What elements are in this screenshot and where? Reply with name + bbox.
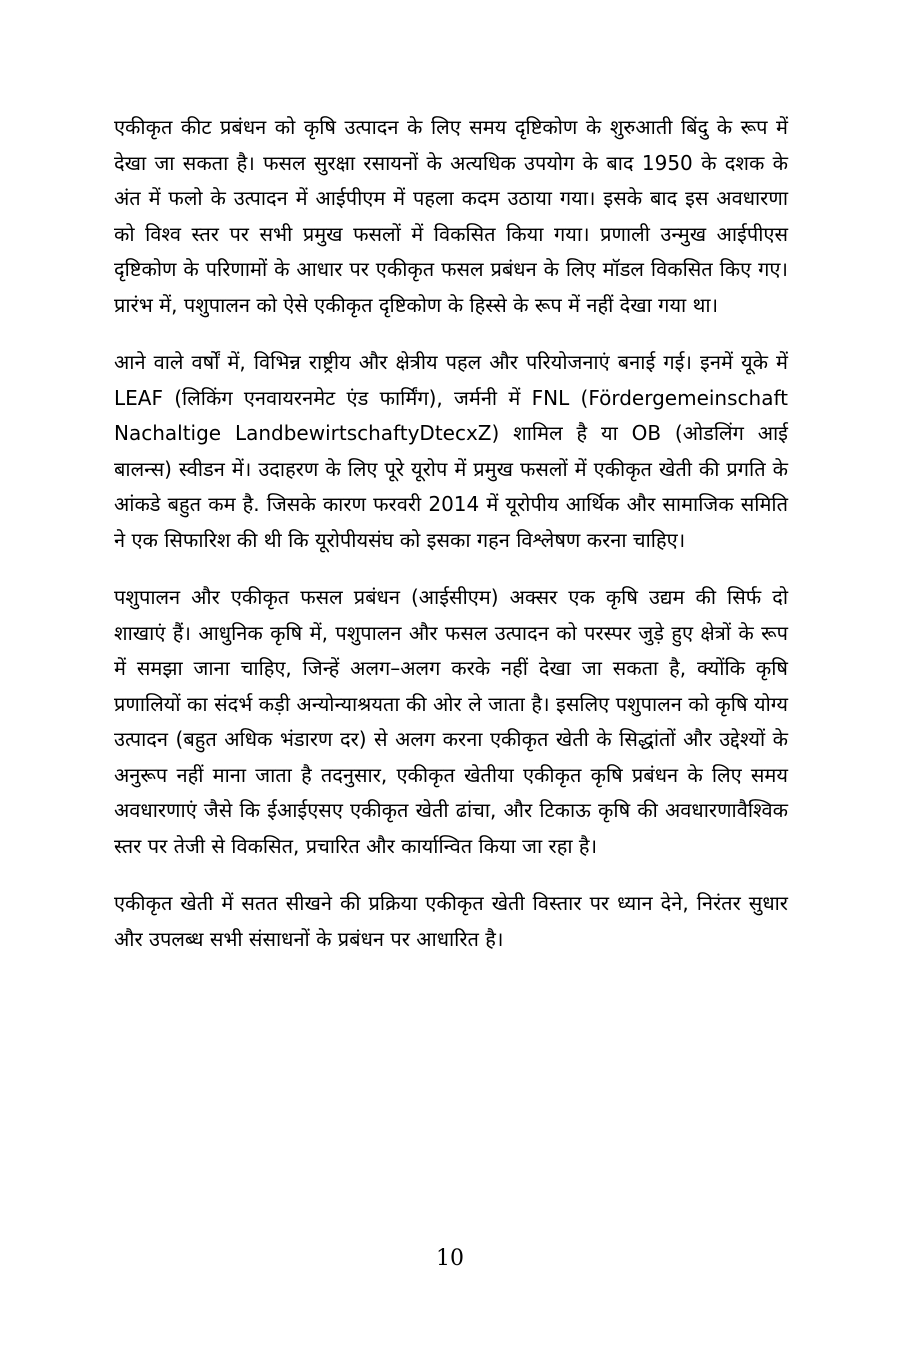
- body-text: [114, 110, 788, 957]
- paragraph-3: पशुपालन और एकीकृत फसल प्रबंधन (आईसीएम) अक्सर एक कृषि उद्यम की सिर्फ दो शाखाएं हैं। आधुनिक कृषि में, पशुपालन और फसल उत्पादन को परस्पर जुड़े हुए क्षेत्रों के रूप में समझा जाना चाहिए, जिन्हें अलग–अलग करके नहीं देखा जा सकता है, क्योंकि कृषि प्रणालियों का संदर्भ कड़ी अन्योन्याश्रयता की ओर ले जाता है। इसलिए पशुपालन को कृषि योग्य उत्पादन (बहुत अधिक भंडारण दर) से अलग करना एकीकृत खेती के सिद्धांतों और उद्देश्यों के अनुरूप नहीं माना जाता है तदनुसार, एकीकृत खेतीया एकीकृत कृषि प्रबंधन के लिए समय अवधारणाएं जैसे कि ईआईएसए एकीकृत खेती ढांचा, और टिकाऊ कृषि की अवधारणावैश्विक स्तर पर तेजी से विकसित, प्रचारित और कार्यान्वित किया जा रहा है।: [114, 585, 788, 858]
- paragraph-2: आने वाले वर्षों में, विभिन्न राष्ट्रीय और क्षेत्रीय पहल और परियोजनाएं बनाई गई। इनमें यूके में LEAF (लिकिंग एनवायरनमेट एंड फार्मिंग), जर्मनी में FNL (Fördergemeinschaft Nachaltige LandbewirtschaftyDtecxZ) शामिल है या OB (ओडलिंग आई बालन्स) स्वीडन में। उदाहरण के लिए पूरे यूरोप में प्रमुख फसलों में एकीकृत खेती की प्रगति के आंकडे बहुत कम है. जिसके कारण फरवरी 2014 में यूरोपीय आर्थिक और सामाजिक समिति ने एक सिफारिश की थी कि यूरोपीयसंघ को इसका गहन विश्लेषण करना चाहिए।: [114, 350, 788, 552]
- paragraph-4: एकीकृत खेती में सतत सीखने की प्रक्रिया एकीकृत खेती विस्तार पर ध्यान देने, निरंतर सुधार और उपलब्ध सभी संसाधनों के प्रबंधन पर आधारित है।: [114, 891, 788, 951]
- paragraph-1: एकीकृत कीट प्रबंधन को कृषि उत्पादन के लिए समय दृष्टिकोण के शुरुआती बिंदु के रूप में देखा जा सकता है। फसल सुरक्षा रसायनों के अत्यधिक उपयोग के बाद 1950 के दशक के अंत में फलो के उत्पादन में आईपीएम में पहला कदम उठाया गया। इसके बाद इस अवधारणा को विश्व स्तर पर सभी प्रमुख फसलों में विकसित किया गया। प्रणाली उन्मुख आईपीएस दृष्टिकोण के परिणामों के आधार पर एकीकृत फसल प्रबंधन के लिए मॉडल विकसित किए गए। प्रारंभ में, पशुपालन को ऐसे एकीकृत दृष्टिकोण के हिस्से के रूप में नहीं देखा गया था।: [114, 115, 788, 317]
- page-number: 10: [436, 1246, 464, 1271]
